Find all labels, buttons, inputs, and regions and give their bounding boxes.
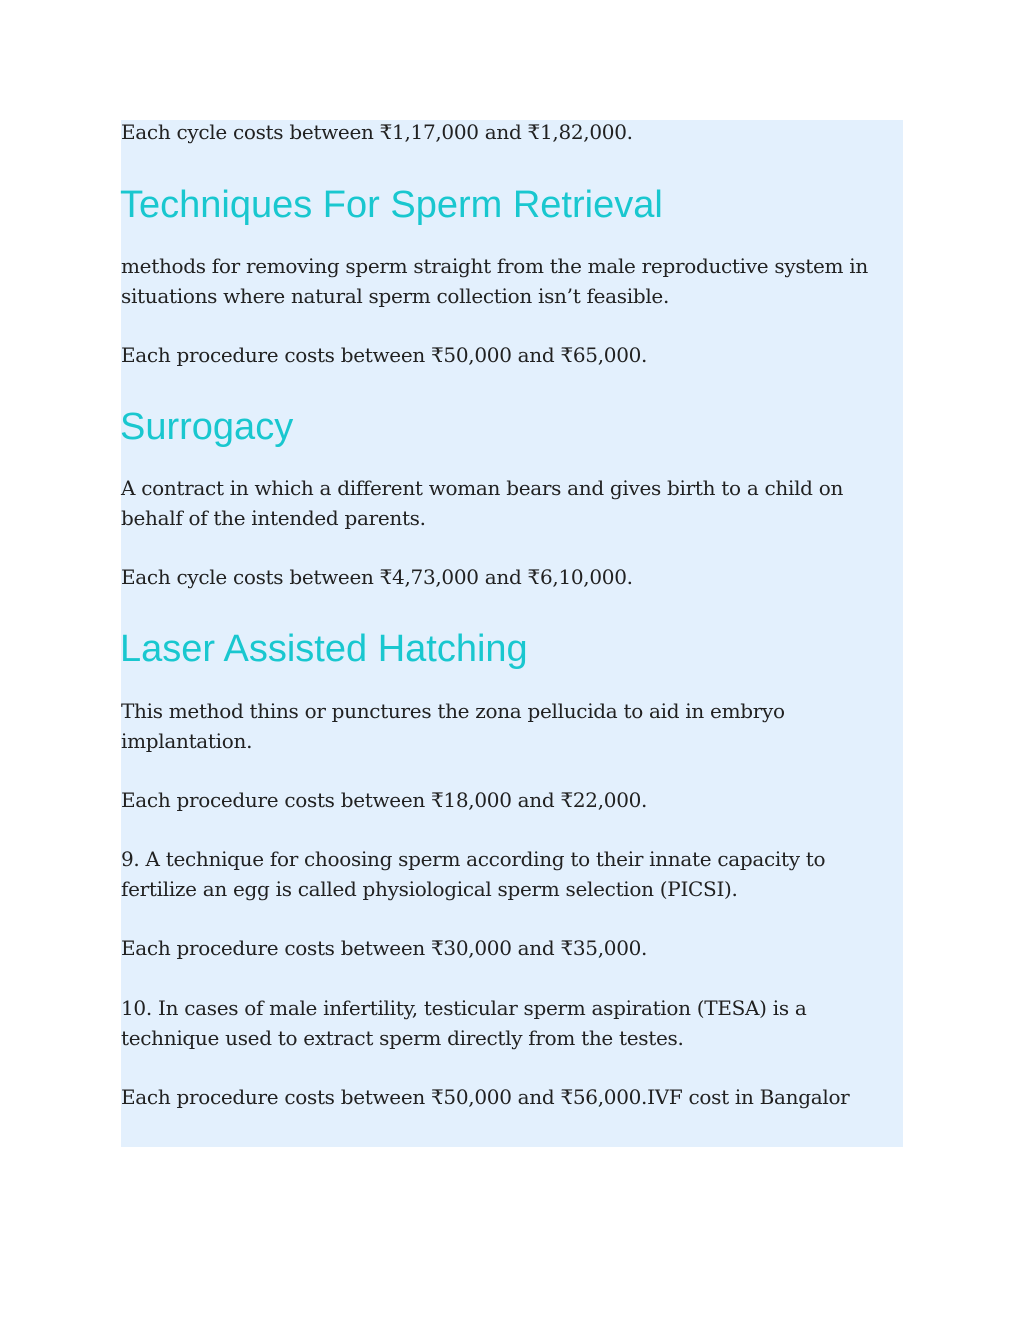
- section-heading-laser-hatching: Laser Assisted Hatching: [120, 628, 528, 670]
- numbered-item-picsi-cost: Each procedure costs between ₹30,000 and ₹35,000.: [121, 936, 648, 960]
- numbered-item-tesa: 10. In cases of male infertility, testicular sperm aspiration (TESA) is a technique used to extract sperm directly from the testes.: [121, 996, 807, 1050]
- intro-cost-text: Each cycle costs between ₹1,17,000 and ₹1,82,000.: [121, 120, 633, 144]
- section-heading-sperm-retrieval: Techniques For Sperm Retrieval: [120, 184, 663, 226]
- section-cost-sperm-retrieval: Each procedure costs between ₹50,000 and ₹65,000.: [121, 343, 648, 367]
- numbered-item-picsi: 9. A technique for choosing sperm according to their innate capacity to fertilize an egg is called physiological sperm selection (PICSI).: [121, 847, 826, 901]
- section-heading-surrogacy: Surrogacy: [120, 406, 294, 448]
- section-description-laser-hatching: This method thins or punctures the zona pellucida to aid in embryo implantation.: [121, 699, 785, 753]
- section-cost-laser-hatching: Each procedure costs between ₹18,000 and ₹22,000.: [121, 788, 648, 812]
- section-description-surrogacy: A contract in which a different woman bears and gives birth to a child on behalf of the intended parents.: [121, 476, 844, 530]
- section-description-sperm-retrieval: methods for removing sperm straight from the male reproductive system in situations where natural sperm collection isn’t feasible.: [121, 254, 868, 308]
- numbered-item-tesa-cost: Each procedure costs between ₹50,000 and ₹56,000.IVF cost in Bangalor: [121, 1085, 850, 1109]
- section-cost-surrogacy: Each cycle costs between ₹4,73,000 and ₹6,10,000.: [121, 565, 633, 589]
